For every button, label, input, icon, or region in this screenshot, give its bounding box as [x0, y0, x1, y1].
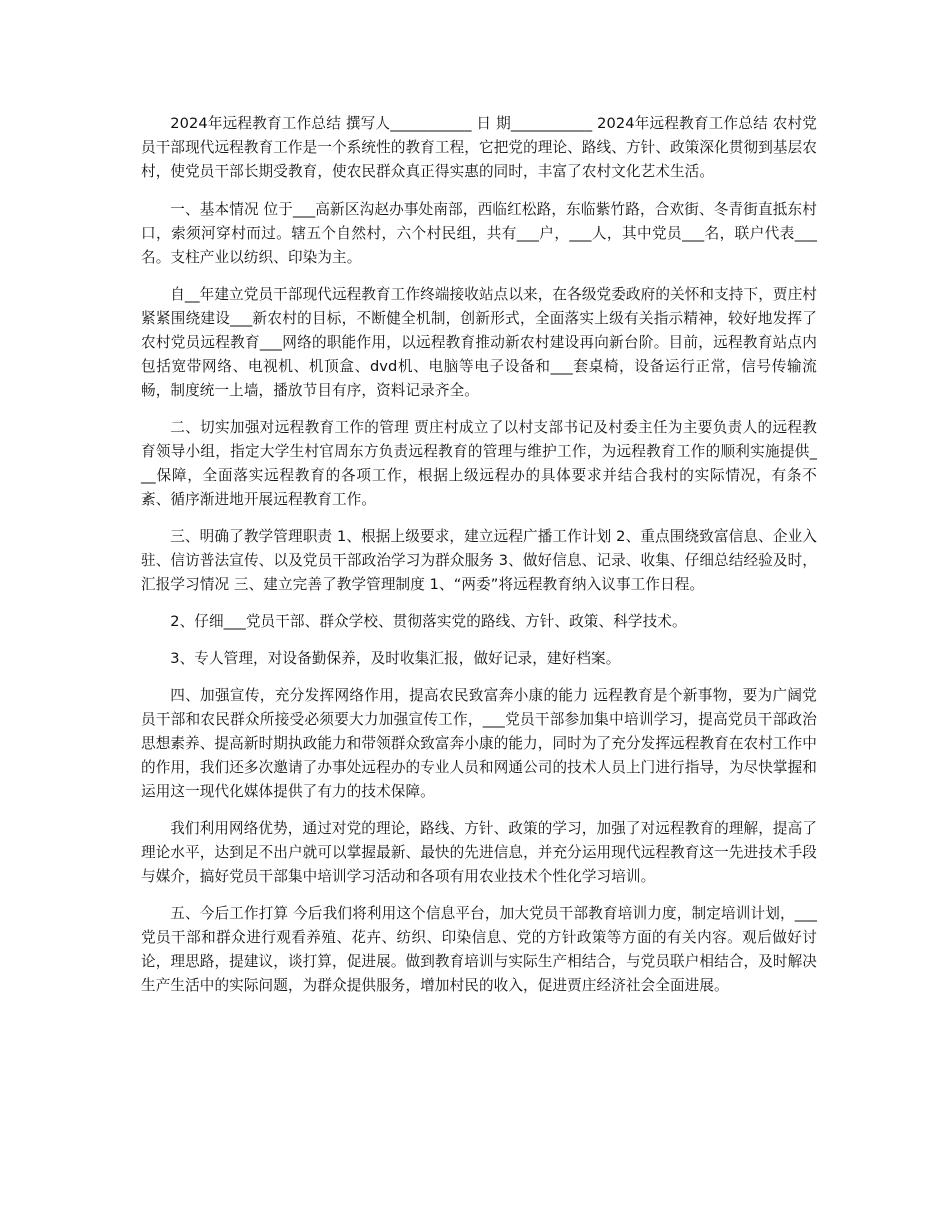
paragraph-network-advantage: 我们利用网络优势，通过对党的理论，路线、方针、政策的学习，加强了对远程教育的理解，提高了理论水平，达到足不出户就可以掌握最新、最快的先进信息，并充分运用现代远程教育这一先进技术手段与媒介，搞好党员干部集中培训学习活动和各项有用农业技术个性化学习培训。 — [141, 820, 817, 885]
paragraph-basic-situation: 一、基本情况 位于___高新区沟赵办事处南部，西临红松路，东临紫竹路，合欢街、冬青街直抵东村口，索须河穿村而过。辖五个自然村，六个村民组，共有___户，___人，其中党员___名，联户代表___名。支柱产业以纺织、印染为主。 — [141, 201, 817, 266]
document-body — [141, 112, 817, 1011]
paragraph-item-3: 3、专人管理，对设备勤保养，及时收集汇报，做好记录，建好档案。 — [170, 650, 621, 667]
paragraph-teaching-duties: 三、明确了教学管理职责 1、根据上级要求，建立远程广播工作计划 2、重点围绕致富信息、企业入驻、信访普法宣传、以及党员干部政治学习为群众服务 3、做好信息、记录、收集、仔细总结经验及时，汇报学习情况 三、建立完善了教学管理制度 1、“两委”将远程教育纳入议事工作日程。 — [141, 528, 817, 593]
paragraph-management: 二、切实加强对远程教育工作的管理 贾庄村成立了以村支部书记及村委主任为主要负责人的远程教育领导小组，指定大学生村官周东方负责远程教育的管理与维护工作，为远程教育工作的顺利实施提供___保障，全面落实远程教育的各项工作，根据上级远程办的具体要求并结合我村的实际情况，有条不紊、循序渐进地开展远程教育工作。 — [141, 419, 817, 508]
paragraph-publicity: 四、加强宣传，充分发挥网络作用，提高农民致富奔小康的能力 远程教育是个新事物，要为广阔党员干部和农民群众所接受必须要大力加强宣传工作，___党员干部参加集中培训学习，提高党员干部政治思想素养、提高新时期执政能力和带领群众致富奔小康的能力，同时为了充分发挥远程教育在农村工作中的作用，我们还多次邀请了办事处远程办的专业人员和网通公司的技术人员上门进行指导，为尽快掌握和运用这一现代化媒体提供了有力的技术保障。 — [141, 687, 817, 800]
paragraph-item-2: 2、仔细___党员干部、群众学校、贯彻落实党的路线、方针、政策、科学技术。 — [170, 613, 687, 630]
paragraph-title-intro: 2024年远程教育工作总结 撰写人___________ 日 期___________ 2024年远程教育工作总结 农村党员干部现代远程教育工作是一个系统性的教育工程，它把党的理论、路线、方针、政策深化贯彻到基层农村，使党员干部长期受教育，使农民群众真正得实惠的同时，丰富了农村文化艺术生活。 — [141, 115, 817, 180]
paragraph-future-plans: 五、今后工作打算 今后我们将利用这个信息平台，加大党员干部教育培训力度，制定培训计划，___党员干部和群众进行观看养殖、花卉、纺织、印染信息、党的方针政策等方面的有关内容。观后做好讨论，理思路，提建议，谈打算，促进展。做到教育培训与实际生产相结合，与党员联户相结合，及时解决生产生活中的实际问题，为群众提供服务，增加村民的收入，促进贾庄经济社会全面进展。 — [141, 905, 817, 994]
paragraph-station-overview: 自__年建立党员干部现代远程教育工作终端接收站点以来，在各级党委政府的关怀和支持下，贾庄村紧紧围绕建设___新农村的目标，不断健全机制，创新形式，全面落实上级有关指示精神，较好地发挥了农村党员远程教育___网络的职能作用，以远程教育推动新农村建设再向新台阶。目前，远程教育站点内包括宽带网络、电视机、机顶盒、dvd机、电脑等电子设备和___套桌椅，设备运行正常，信号传输流畅，制度统一上墙，播放节目有序，资料记录齐全。 — [141, 286, 817, 399]
